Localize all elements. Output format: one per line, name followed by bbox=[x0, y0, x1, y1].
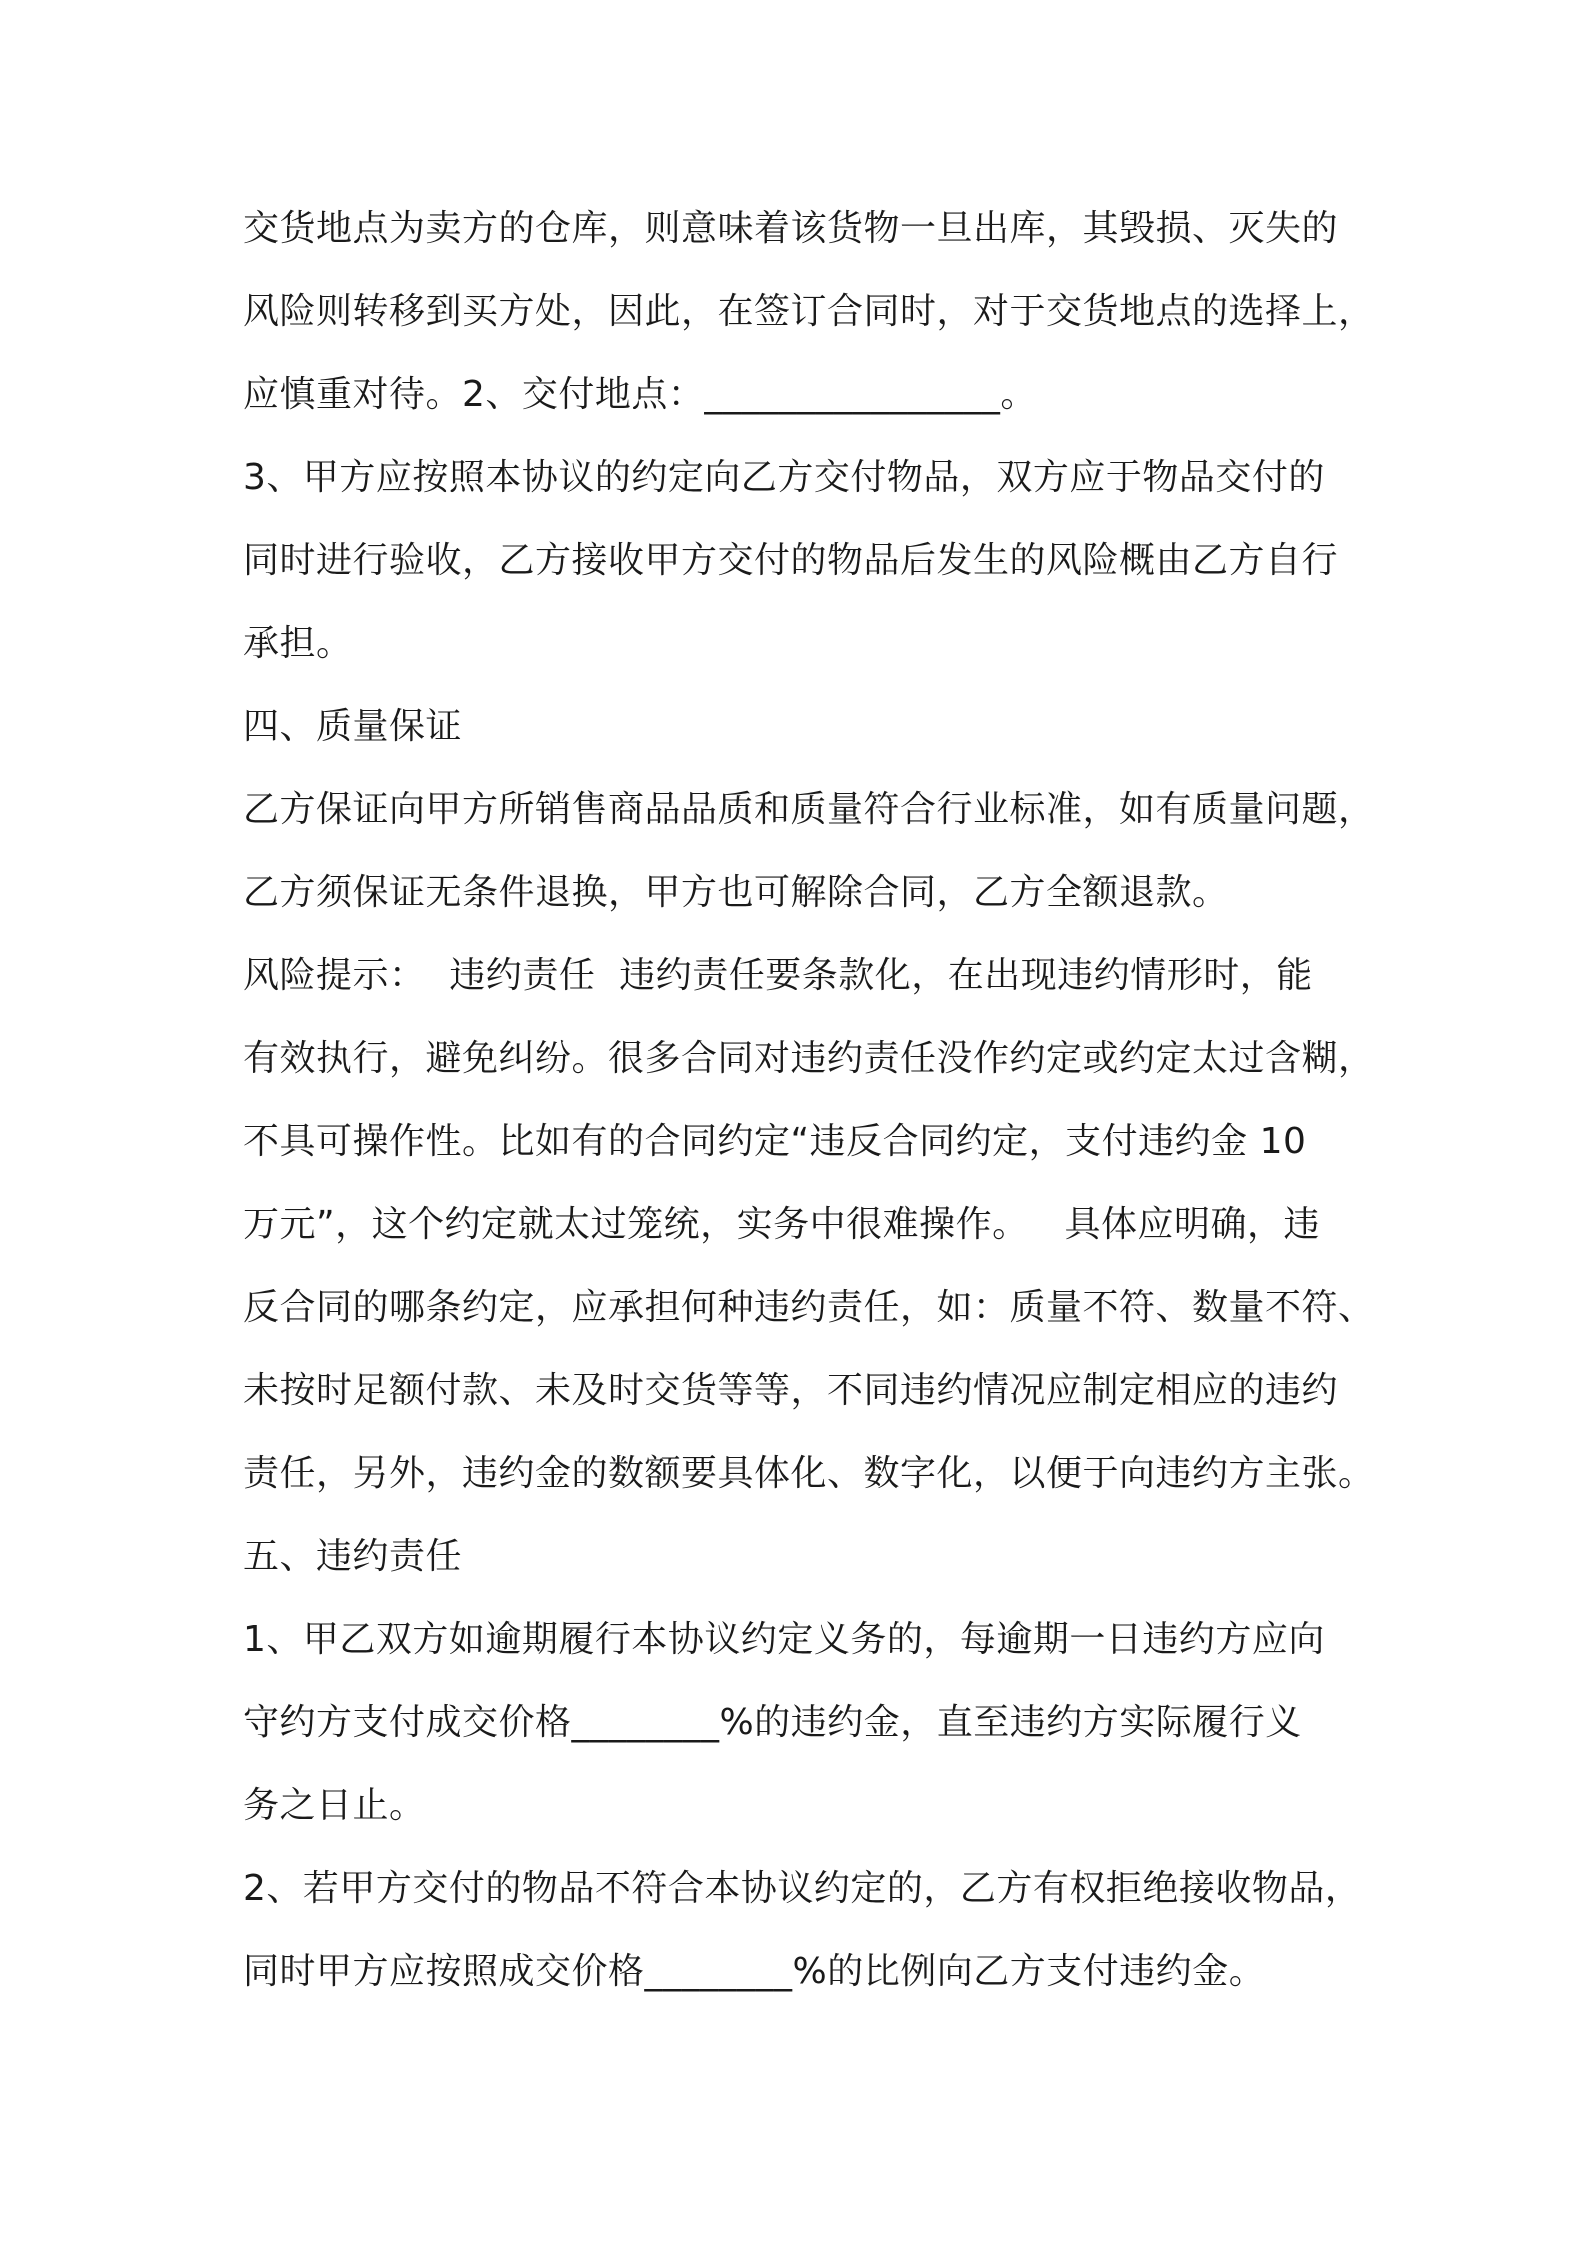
text-line: 2、若甲方交付的物品不符合本协议约定的，乙方有权拒绝接收物品， bbox=[243, 1868, 1362, 1909]
text-line: 反合同的哪条约定，应承担何种违约责任，如：质量不符、数量不符、 bbox=[243, 1287, 1375, 1328]
text-line: 万元”，这个约定就太过笼统，实务中很难操作。 具体应明确，违 bbox=[243, 1204, 1320, 1245]
text-line: 同时进行验收，乙方接收甲方交付的物品后发生的风险概由乙方自行 bbox=[243, 540, 1339, 581]
text-line: 守约方支付成交价格________%的违约金，直至违约方实际履行义 bbox=[243, 1702, 1302, 1743]
text-line: 有效执行，避免纠纷。很多合同对违约责任没作约定或约定太过含糊， bbox=[243, 1038, 1375, 1079]
text-line: 应慎重对待。2、交付地点：________________。 bbox=[243, 374, 1037, 415]
section-heading: 四、质量保证 bbox=[243, 706, 463, 747]
text-line: 风险提示： 违约责任 违约责任要条款化，在出现违约情形时，能 bbox=[243, 955, 1313, 996]
text-line: 责任，另外，违约金的数额要具体化、数字化，以便于向违约方主张。 bbox=[243, 1453, 1375, 1494]
text-line: 1、甲乙双方如逾期履行本协议约定义务的，每逾期一日违约方应向 bbox=[243, 1619, 1325, 1660]
section-heading: 五、违约责任 bbox=[243, 1536, 463, 1577]
text-line: 风险则转移到买方处，因此，在签订合同时，对于交货地点的选择上， bbox=[243, 291, 1375, 332]
text-line: 3、甲方应按照本协议的约定向乙方交付物品，双方应于物品交付的 bbox=[243, 457, 1325, 498]
text-line: 务之日止。 bbox=[243, 1785, 426, 1826]
text-line: 乙方须保证无条件退换，甲方也可解除合同，乙方全额退款。 bbox=[243, 872, 1229, 913]
text-line: 乙方保证向甲方所销售商品品质和质量符合行业标准，如有质量问题， bbox=[243, 789, 1375, 830]
text-line: 未按时足额付款、未及时交货等等，不同违约情况应制定相应的违约 bbox=[243, 1370, 1339, 1411]
text-line: 同时甲方应按照成交价格________%的比例向乙方支付违约金。 bbox=[243, 1951, 1266, 1992]
text-line: 交货地点为卖方的仓库，则意味着该货物一旦出库，其毁损、灭失的 bbox=[243, 208, 1339, 249]
text-line: 不具可操作性。比如有的合同约定“违反合同约定，支付违约金 10 bbox=[243, 1121, 1307, 1162]
text-line: 承担。 bbox=[243, 623, 353, 664]
